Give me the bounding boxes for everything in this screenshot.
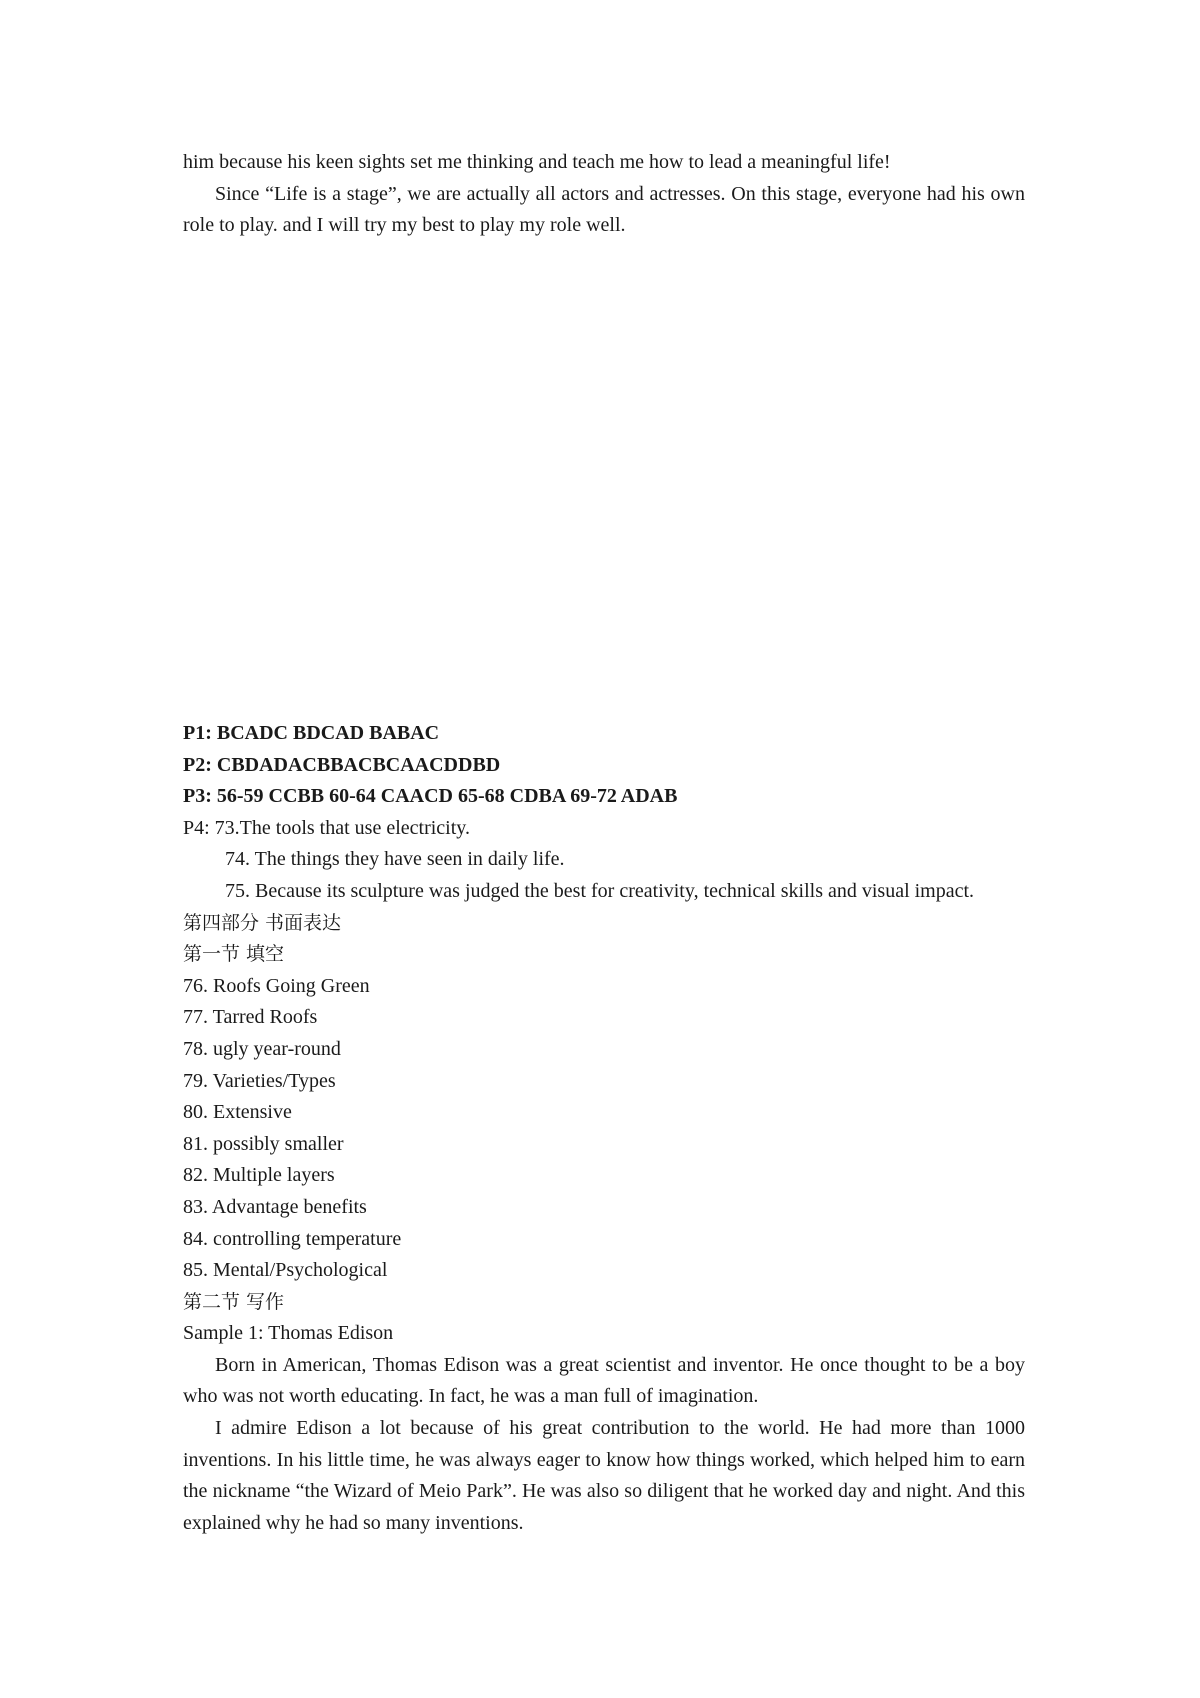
list-item: 83. Advantage benefits xyxy=(183,1195,367,1218)
answer-p3: P3: 56-59 CCBB 60-64 CAACD 65-68 CDBA 69-72 ADAB xyxy=(183,785,678,808)
answer-p4-73: P4: 73.The tools that use electricity. xyxy=(183,816,470,839)
continuation-line: him because his keen sights set me thinking and teach me how to lead a meaningful life! xyxy=(183,151,891,173)
answer-p2: P2: CBDADACBBACBCAACDDBD xyxy=(183,753,501,776)
answer-key-block xyxy=(183,718,1025,1539)
list-item: 79. Varieties/Types xyxy=(183,1069,336,1092)
list-item: 81. possibly smaller xyxy=(183,1132,344,1155)
sample-paragraph-1: Born in American, Thomas Edison was a great scientist and inventor. He once thought to be a boy who was not worth educating. In fact, he was a man full of imagination. xyxy=(183,1353,1025,1408)
subsection-writing: 第二节 写作 xyxy=(183,1290,285,1313)
list-item: 84. controlling temperature xyxy=(183,1227,402,1250)
answer-p4-75: 75. Because its sculpture was judged the best for creativity, technical skills and visual impact. xyxy=(225,879,975,902)
sample-paragraph-2: I admire Edison a lot because of his great contribution to the world. He had more than 1000 inventions. In his little time, he was always eager to know how things worked, which helped him to earn the nickname “the Wizard of Meio Park”. He was also so diligent that he worked day and night. And this explained why he had so many inventions. xyxy=(183,1417,1025,1534)
list-item: 80. Extensive xyxy=(183,1101,292,1124)
answer-p4-74: 74. The things they have seen in daily life. xyxy=(225,848,565,871)
top-text-block xyxy=(183,147,1025,242)
list-item: 78. ugly year-round xyxy=(183,1037,341,1060)
answer-p1: P1: BCADC BDCAD BABAC xyxy=(183,722,440,744)
list-item: 82. Multiple layers xyxy=(183,1164,335,1187)
sample-title: Sample 1: Thomas Edison xyxy=(183,1322,394,1345)
subsection-fill-in: 第一节 填空 xyxy=(183,943,285,966)
list-item: 76. Roofs Going Green xyxy=(183,974,370,997)
list-item: 85. Mental/Psychological xyxy=(183,1259,388,1282)
list-item: 77. Tarred Roofs xyxy=(183,1006,318,1029)
section-title: 第四部分 书面表达 xyxy=(183,911,342,934)
life-stage-paragraph: Since “Life is a stage”, we are actually all actors and actresses. On this stage, everyone had his own role to play. and I will try my best to play my role well. xyxy=(183,182,1025,237)
